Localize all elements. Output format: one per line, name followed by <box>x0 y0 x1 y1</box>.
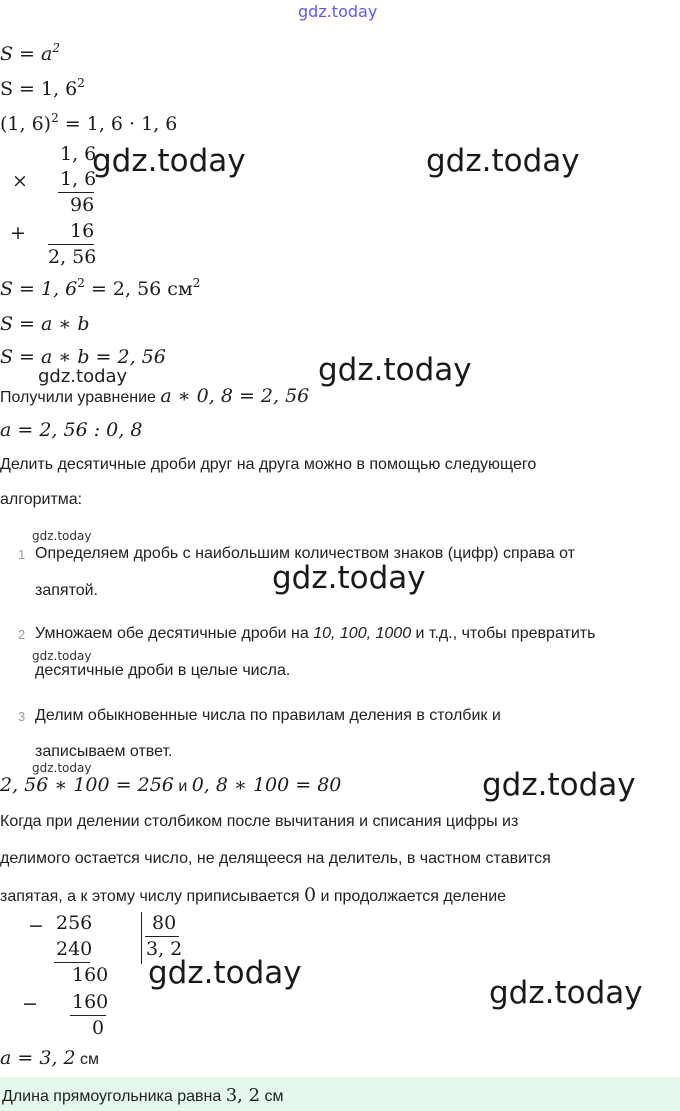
div-rem2: 0 <box>92 1017 105 1039</box>
div-divisor: 80 <box>152 912 177 934</box>
step3-number: 3 <box>18 709 26 724</box>
remark-zero: 0 <box>303 884 317 906</box>
div-minus-sign-2: − <box>22 993 38 1015</box>
formula-text: S = a <box>0 43 53 65</box>
formula-text: S = 1, 6 <box>0 278 78 300</box>
formula-text: 0, 8 ∗ 100 = 80 <box>191 774 342 796</box>
mult-result: 2, 56 <box>48 246 97 268</box>
div-rule-2 <box>70 1015 106 1016</box>
watermark: gdz.today <box>426 143 580 179</box>
step2-number: 2 <box>18 627 26 642</box>
step2-text: и т.д., чтобы превратить <box>411 625 596 642</box>
formula-text: 2, 56 ∗ 100 = 256 <box>0 774 174 796</box>
answer-box <box>0 1077 680 1111</box>
formula-exponent: 2 <box>52 41 60 55</box>
answer-text: Длина прямоугольника равна <box>2 1088 226 1105</box>
step2-line1 <box>35 626 595 642</box>
step1-line2: запятой. <box>35 582 98 599</box>
formula-area-result <box>0 276 201 300</box>
remark-text: и продолжается деление <box>316 888 507 905</box>
watermark: gdz.today <box>318 352 472 388</box>
mult-partial2: 16 <box>70 220 95 242</box>
watermark: gdz.today <box>92 143 246 179</box>
div-dividend: 256 <box>56 912 93 934</box>
div-sub2: 160 <box>72 991 109 1013</box>
formula-scaling <box>0 776 341 795</box>
watermark: gdz.today <box>32 529 92 543</box>
formula-area-square <box>0 41 60 65</box>
watermark: gdz.today <box>482 767 636 803</box>
mult-partial1: 96 <box>70 194 95 216</box>
step2-line2: десятичные дроби в целые числа. <box>35 662 291 679</box>
remark-text: запятая, а к этому числу приписывается <box>0 888 304 905</box>
formula-exponent: 2 <box>192 276 201 290</box>
div-rem1: 160 <box>72 964 109 986</box>
mult-rule-1 <box>58 192 94 193</box>
formula-unit: см <box>75 1051 100 1068</box>
formula-text: S = 1, 6 <box>0 78 78 100</box>
watermark: gdz.today <box>32 649 92 663</box>
formula-substitution <box>0 76 85 100</box>
formula-rectangle: S = a ∗ b <box>0 313 90 335</box>
formula-final <box>0 1049 99 1068</box>
header-watermark: gdz.today <box>298 2 378 21</box>
algo-intro-line1: Делить десятичные дроби друг на друга можно в помощью следующего <box>0 456 537 473</box>
step1-number: 1 <box>18 547 26 562</box>
formula-exponent: 2 <box>77 276 85 290</box>
answer-unit: см <box>260 1088 284 1105</box>
watermark: gdz.today <box>38 366 128 387</box>
formula-exponent: 2 <box>51 111 59 125</box>
formula-text: (1, 6) <box>0 113 52 135</box>
div-divisor-rule <box>145 936 179 937</box>
equation-intro: Получили уравнение <box>0 389 161 406</box>
formula-text: = 2, 56 см <box>84 278 193 300</box>
algo-intro-line2: алгоритма: <box>0 491 83 508</box>
equation-formula: a ∗ 0, 8 = 2, 56 <box>160 385 310 407</box>
equation-line <box>0 387 309 406</box>
formula-expansion <box>0 111 178 135</box>
div-minus-sign-1: − <box>28 915 44 937</box>
remark-line3 <box>0 886 506 905</box>
remark-line1: Когда при делении столбиком после вычитания и списания цифры из <box>0 813 519 830</box>
div-rule-1 <box>54 962 90 963</box>
div-sub1: 240 <box>56 938 93 960</box>
watermark: gdz.today <box>272 560 426 596</box>
step3-line2: записываем ответ. <box>35 743 173 760</box>
mult-row2: 1, 6 <box>60 168 97 190</box>
step3-line1: Делим обыкновенные числа по правилам деления в столбик и <box>35 707 501 724</box>
formula-text: = 1, 6 · 1, 6 <box>58 113 178 135</box>
step1-line1: Определяем дробь с наибольшим количеством знаков (цифр) справа от <box>35 545 575 562</box>
formula-rectangle-value: S = a ∗ b = 2, 56 <box>0 346 166 368</box>
step2-text: Умножаем обе десятичные дроби на <box>35 625 314 642</box>
answer-value: 3, 2 <box>225 1085 261 1106</box>
step2-emphasis: 10, 100, 1000 <box>313 625 412 642</box>
watermark: gdz.today <box>489 975 643 1011</box>
formula-text: a = 3, 2 <box>0 1047 76 1069</box>
div-vertical-rule <box>141 912 142 964</box>
remark-line2: делимого остается число, не делящееся на делитель, в частном ставится <box>0 850 551 867</box>
answer-line <box>2 1087 284 1105</box>
mult-times-sign: × <box>12 170 28 192</box>
div-quotient: 3, 2 <box>146 938 183 960</box>
watermark: gdz.today <box>148 955 302 991</box>
formula-exponent: 2 <box>77 76 85 90</box>
formula-division: a = 2, 56 : 0, 8 <box>0 419 143 441</box>
watermark: gdz.today <box>32 761 92 775</box>
mult-row1: 1, 6 <box>60 143 97 165</box>
mult-plus-sign: + <box>10 222 26 244</box>
formula-and: и <box>173 778 192 795</box>
mult-rule-2 <box>48 244 94 245</box>
